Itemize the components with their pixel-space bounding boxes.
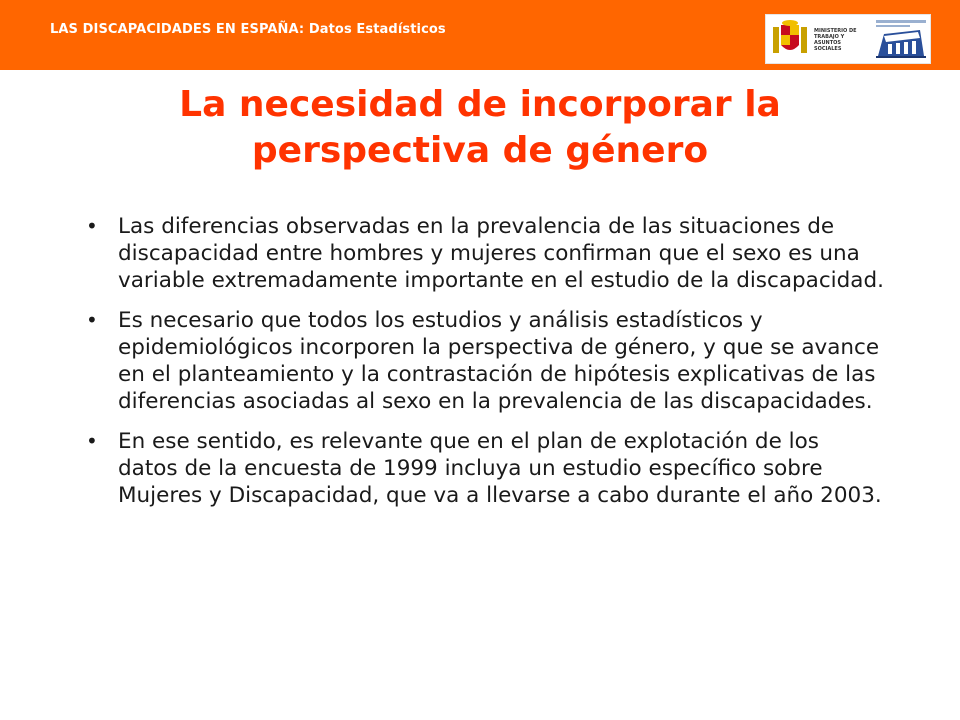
bullet-item bbox=[84, 213, 884, 294]
ministry-logo-text: MINISTERIO DE TRABAJO Y ASUNTOS SOCIALES bbox=[814, 28, 857, 52]
imserso-logo bbox=[874, 18, 928, 60]
spain-coat-of-arms-icon bbox=[770, 19, 810, 59]
bullet-dot-icon: • bbox=[86, 214, 98, 238]
bullet-dot-icon: • bbox=[86, 308, 98, 332]
bullet-item bbox=[84, 428, 884, 509]
bullet-text: En ese sentido, es relevante que en el plan de explotación de los datos de la encuesta de 1999 incluya un estudio específico sobre Mujeres y Discapacidad, que va a llevarse a cabo durante el año 2003. bbox=[118, 429, 882, 508]
slide-title: La necesidad de incorporar la perspectiva de género bbox=[179, 84, 781, 171]
header-bar bbox=[0, 0, 960, 70]
bullet-item bbox=[84, 307, 884, 415]
bullet-list bbox=[84, 213, 884, 522]
bullet-text: Las diferencias observadas en la prevalencia de las situaciones de discapacidad entre hombres y mujeres confirman que el sexo es una variable extremadamente importante en el estudio de la discapacidad. bbox=[118, 214, 884, 293]
logos-panel bbox=[765, 14, 931, 64]
imserso-building-logo-icon bbox=[874, 18, 928, 60]
bullet-dot-icon: • bbox=[86, 429, 98, 453]
header-title: LAS DISCAPACIDADES EN ESPAÑA: Datos Estadísticos bbox=[50, 22, 446, 37]
bullet-text: Es necesario que todos los estudios y análisis estadísticos y epidemiológicos incorporen la perspectiva de género, y que se avance en el planteamiento y la contrastación de hipótesis explicativas de las diferencias asociadas al sexo en la prevalencia de las discapacidades. bbox=[118, 308, 880, 414]
ministry-logo bbox=[770, 19, 866, 59]
